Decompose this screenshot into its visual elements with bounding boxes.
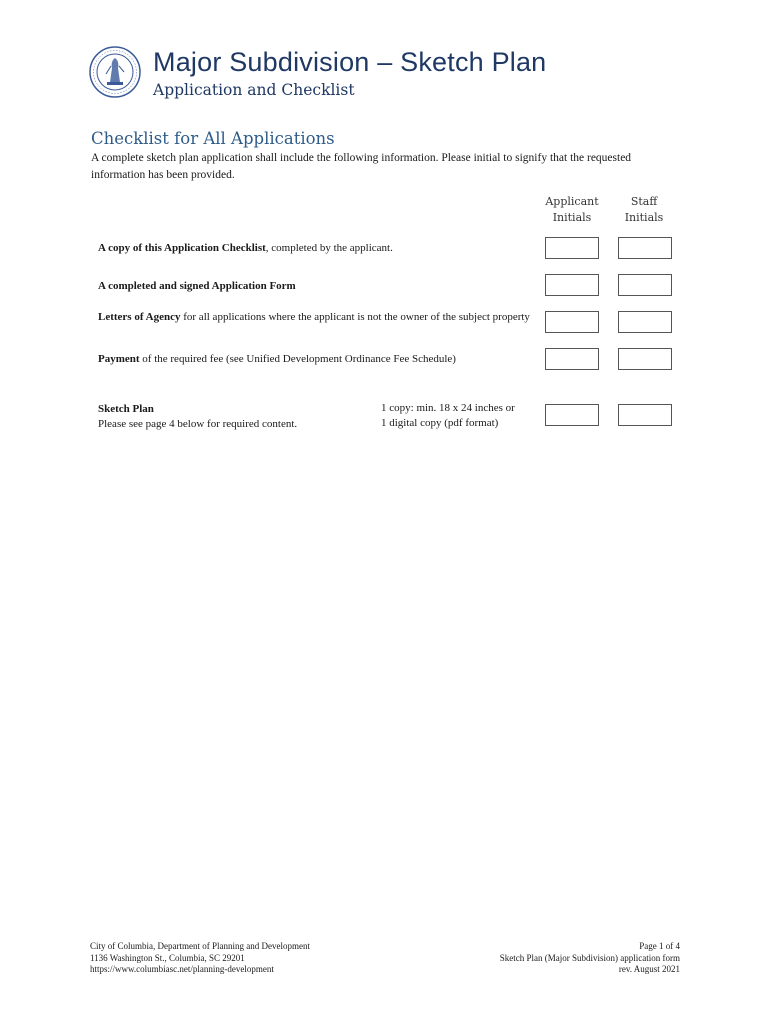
checklist-item-application-checklist: A copy of this Application Checklist, completed by the applicant.	[98, 242, 393, 254]
staff-initials-field-3[interactable]	[618, 311, 672, 333]
staff-initials-field-4[interactable]	[618, 348, 672, 370]
staff-initials-field-5[interactable]	[618, 404, 672, 426]
checklist-item-payment: Payment of the required fee (see Unified Development Ordinance Fee Schedule)	[98, 353, 456, 365]
footer-address: City of Columbia, Department of Planning and Development 1136 Washington St., Columbia, SC 29201 https://www.columbiasc.net/planning-development	[90, 941, 310, 974]
applicant-initials-field-5[interactable]	[545, 404, 599, 426]
page-subtitle: Application and Checklist	[153, 81, 355, 99]
applicant-initials-field-4[interactable]	[545, 348, 599, 370]
section-heading: Checklist for All Applications	[91, 129, 335, 148]
applicant-initials-header: Applicant Initials	[545, 195, 599, 224]
applicant-initials-field-1[interactable]	[545, 237, 599, 259]
page-title: Major Subdivision – Sketch Plan	[153, 47, 547, 77]
city-seal-icon	[89, 46, 141, 98]
sketch-plan-copies: 1 copy: min. 18 x 24 inches or 1 digital copy (pdf format)	[381, 402, 515, 429]
applicant-initials-field-3[interactable]	[545, 311, 599, 333]
staff-initials-header: Staff Initials	[624, 195, 664, 224]
applicant-initials-field-2[interactable]	[545, 274, 599, 296]
intro-text: A complete sketch plan application shall include the following information. Please initial to signify that the requested information has been provided.	[91, 152, 632, 181]
checklist-item-application-form: A completed and signed Application Form	[98, 280, 296, 292]
staff-initials-field-2[interactable]	[618, 274, 672, 296]
footer-page-info: Page 1 of 4 Sketch Plan (Major Subdivision) application form rev. August 2021	[499, 941, 680, 974]
staff-initials-field-1[interactable]	[618, 237, 672, 259]
checklist-item-letters-of-agency: Letters of Agency for all applications where the applicant is not the owner of the subject property	[98, 311, 530, 323]
checklist-item-sketch-plan: Sketch Plan Please see page 4 below for required content.	[98, 403, 298, 430]
